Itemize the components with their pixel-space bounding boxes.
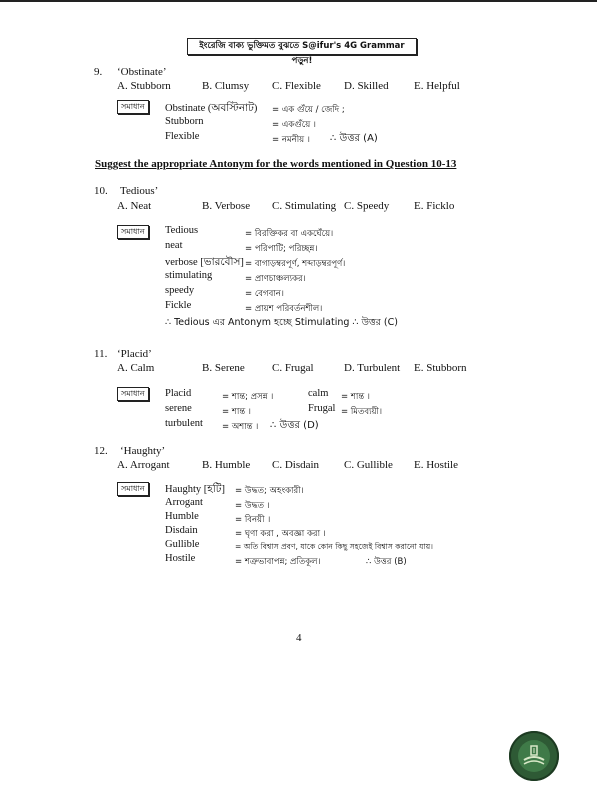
term: speedy — [165, 285, 195, 296]
section-title: Suggest the appropriate Antonym for the words mentioned in Question 10-13 — [95, 158, 457, 170]
term: neat — [165, 240, 183, 251]
option-d: C. Speedy — [344, 200, 390, 212]
page-number: 4 — [296, 632, 302, 644]
term: stimulating — [165, 270, 213, 281]
option-b: B. Humble — [202, 459, 251, 471]
answer: ∴ উত্তর (D) — [270, 420, 319, 431]
solution-label: সমাধান — [117, 100, 149, 114]
meaning: = একগুঁয়ে । — [272, 120, 316, 130]
option-b: B. Clumsy — [202, 80, 250, 92]
meaning: = শান্ত । — [222, 407, 251, 417]
question-number: 12. — [94, 445, 108, 457]
conclusion: ∴ Tedious এর Antonym হচ্ছে Stimulating ∴ উত্তর (C) — [165, 317, 398, 328]
term: Flexible — [165, 131, 200, 142]
meaning: = বিরক্তিকর বা একঘেঁয়ে। — [245, 229, 334, 239]
promo-banner: ইংরেজি বাক্য ভুক্তিমত বুঝতে S@ifur's 4G Grammar পড়ুন! — [187, 38, 417, 55]
term: serene — [165, 403, 192, 414]
question-word: ‘Placid’ — [117, 348, 152, 360]
term: Humble — [165, 511, 199, 522]
option-b: B. Verbose — [202, 200, 251, 212]
option-c: C. Disdain — [272, 459, 320, 471]
option-d: D. Skilled — [344, 80, 389, 92]
meaning: = ঘৃণা করা , অবজ্ঞা করা । — [235, 529, 326, 539]
meaning: = শান্ত; প্রসন্ন । — [222, 392, 274, 402]
meaning: = প্রাণচাঞ্চল্যকর। — [245, 274, 306, 284]
meaning: = অতি বিশ্বাস প্রবণ, যাকে কোন কিছু সহজেই বিশ্বাস করানো যায়। — [235, 542, 433, 551]
meaning: = পরিপাটি; পরিচ্ছন্ন। — [245, 244, 318, 254]
solution-label: সমাধান — [117, 225, 149, 239]
book-logo-icon — [509, 731, 559, 781]
meaning: = প্রায়শ পরিবর্তনশীল। — [245, 304, 323, 314]
logo-emblem — [518, 740, 550, 772]
meaning: = বাগাড়ম্বরপূর্ণ, শব্দাড়ম্বরপূর্ণ। — [245, 259, 346, 269]
question-word: ‘Obstinate’ — [117, 66, 167, 78]
option-a: A. Stubborn — [117, 80, 171, 92]
meaning: = মিতব্যয়ী। — [341, 407, 383, 417]
option-c: C. Frugal — [272, 362, 314, 374]
option-c: C. Stimulating — [272, 200, 337, 212]
option-c: C. Flexible — [272, 80, 321, 92]
question-number: 11. — [94, 348, 108, 360]
answer: ∴ উত্তর (B) — [366, 557, 407, 567]
meaning: = এক গুঁয়ে / জেদি ; — [272, 105, 345, 115]
meaning: = শত্রুভাবাপন্ন; প্রতিকূল। — [235, 557, 321, 567]
option-e: E. Hostile — [414, 459, 458, 471]
option-d: D. Turbulent — [344, 362, 401, 374]
term: Placid — [165, 388, 192, 399]
meaning: = উদ্ধত; অহংকারী। — [235, 486, 304, 496]
meaning: = বিনয়ী । — [235, 515, 271, 525]
term: verbose [ভারবৌস] — [165, 257, 244, 268]
term: turbulent — [165, 418, 203, 429]
term: Haughty [হটি] — [165, 484, 226, 495]
question-number: 9. — [94, 66, 103, 78]
meaning: = অশান্ত । — [222, 422, 259, 432]
option-a: A. Arrogant — [117, 459, 170, 471]
option-a: A. Neat — [117, 200, 152, 212]
term: Tedious — [165, 225, 199, 236]
question-word: Tedious’ — [120, 185, 159, 197]
term: Hostile — [165, 553, 196, 564]
option-b: B. Serene — [202, 362, 245, 374]
term: Fickle — [165, 300, 192, 311]
term: Obstinate (অবস্টিনাট) — [165, 103, 258, 114]
solution-label: সমাধান — [117, 482, 149, 496]
option-e: E. Helpful — [414, 80, 460, 92]
answer: ∴ উত্তর (A) — [330, 133, 378, 144]
option-d: C. Gullible — [344, 459, 393, 471]
term: Stubborn — [165, 116, 204, 127]
book-icon — [518, 740, 550, 772]
meaning: = বেগবান। — [245, 289, 284, 299]
question-number: 10. — [94, 185, 108, 197]
option-e: E. Stubborn — [414, 362, 467, 374]
question-word: ‘Haughty’ — [120, 445, 166, 457]
term: Gullible — [165, 539, 200, 550]
option-a: A. Calm — [117, 362, 155, 374]
top-rule — [0, 0, 597, 2]
meaning: = শান্ত । — [341, 392, 370, 402]
meaning: = নমনীয় । — [272, 135, 310, 145]
term: Frugal — [308, 403, 336, 414]
solution-label: সমাধান — [117, 387, 149, 401]
term: Arrogant — [165, 497, 203, 508]
term: Disdain — [165, 525, 198, 536]
term: calm — [308, 388, 329, 399]
meaning: = উদ্ধত । — [235, 501, 270, 511]
option-e: E. Ficklo — [414, 200, 455, 212]
